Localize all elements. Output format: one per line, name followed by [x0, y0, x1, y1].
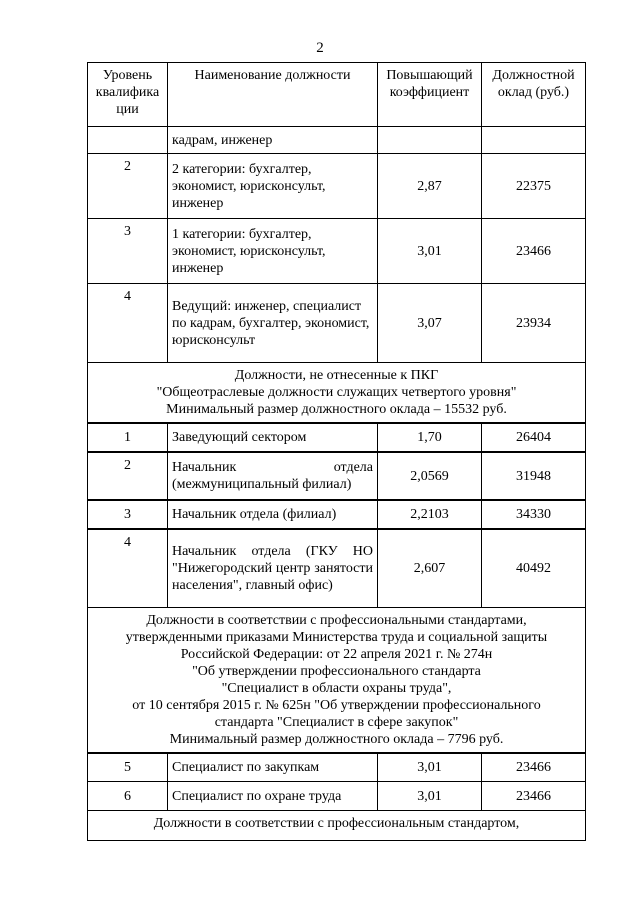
section-line: "Об утверждении профессионального стандарта	[192, 663, 481, 679]
cell-salary: 23466	[482, 782, 586, 811]
cell-level: 2	[88, 452, 168, 500]
cell-salary: 23934	[482, 284, 586, 363]
cell-position-name: Специалист по закупкам	[168, 753, 378, 782]
cell-position-name: Специалист по охране труда	[168, 782, 378, 811]
section-line: Должности, не отнесенные к ПКГ	[234, 368, 439, 383]
cell-level: 6	[88, 782, 168, 811]
cell-level: 4	[88, 529, 168, 607]
cell-coefficient: 1,70	[378, 423, 482, 452]
cell-salary: 26404	[482, 423, 586, 452]
section-header-prof-standards	[88, 607, 586, 753]
cell-salary: 40492	[482, 529, 586, 607]
cell-coefficient: 2,0569	[378, 452, 482, 500]
table-row	[88, 500, 586, 529]
cell-level: 3	[88, 219, 168, 284]
cell-level: 3	[88, 500, 168, 529]
cell-salary: 23466	[482, 219, 586, 284]
table-row	[88, 529, 586, 607]
section-header-prof-standard	[88, 811, 586, 841]
cell-coefficient: 3,01	[378, 753, 482, 782]
cell-coefficient: 3,01	[378, 219, 482, 284]
cell-position-name: Начальник отдела (межмуниципальный филиал)	[168, 452, 378, 500]
cell-salary: 23466	[482, 753, 586, 782]
cell-coefficient: 3,07	[378, 284, 482, 363]
section-line: Должности в соответствии с профессиональными стандартами,	[146, 612, 527, 628]
cell-position-name: 2 категории: бухгалтер, экономист, юрисконсульт, инженер	[168, 154, 378, 219]
cell-position-name: Начальник отдела (филиал)	[168, 500, 378, 529]
section-header-row	[88, 811, 586, 841]
cell-position-name: Ведущий: инженер, специалист по кадрам, бухгалтер, экономист, юрисконсульт	[168, 284, 378, 363]
section-line: "Специалист в области охраны труда",	[221, 680, 452, 696]
cell-salary: 22375	[482, 154, 586, 219]
section-line: "Общеотраслевые должности служащих четвертого уровня"	[156, 385, 517, 400]
cell-level: 4	[88, 284, 168, 363]
table-row	[88, 127, 586, 154]
cell-level: 1	[88, 423, 168, 452]
section-line: Минимальный размер должностного оклада – 7796 руб.	[169, 731, 504, 747]
section-line: Минимальный размер должностного оклада – 15532 руб.	[166, 402, 507, 417]
page-number: 2	[316, 40, 324, 56]
section-line: от 10 сентября 2015 г. № 625н "Об утверждении профессионального	[132, 697, 541, 713]
cell-coefficient: 3,01	[378, 782, 482, 811]
table-row	[88, 753, 586, 782]
cell-level: 5	[88, 753, 168, 782]
section-line: утвержденными приказами Министерства труда и социальной защиты	[125, 629, 548, 645]
header-level: Уровень квалифика ции	[88, 63, 168, 127]
cell-salary	[482, 127, 586, 154]
header-salary: Должностной оклад (руб.)	[482, 63, 586, 127]
cell-position-name: Начальник отдела (ГКУ НО "Нижегородский центр занятости населения", главный офис)	[168, 529, 378, 607]
table-header-row	[88, 63, 586, 127]
cell-level	[88, 127, 168, 154]
table-row	[88, 423, 586, 452]
cell-coefficient	[378, 127, 482, 154]
section-header-row	[88, 363, 586, 424]
header-position-name: Наименование должности	[168, 63, 378, 127]
cell-coefficient: 2,87	[378, 154, 482, 219]
cell-salary: 31948	[482, 452, 586, 500]
cell-position-name: 1 категории: бухгалтер, экономист, юрисконсульт, инженер	[168, 219, 378, 284]
section-header-row	[88, 607, 586, 753]
cell-coefficient: 2,2103	[378, 500, 482, 529]
section-line: стандарта "Специалист в сфере закупок"	[214, 714, 459, 730]
section-header-pkg	[88, 363, 586, 424]
header-coefficient: Повышающий коэффициент	[378, 63, 482, 127]
table-row	[88, 452, 586, 500]
table-row	[88, 154, 586, 219]
cell-level: 2	[88, 154, 168, 219]
table-row	[88, 284, 586, 363]
cell-salary: 34330	[482, 500, 586, 529]
table-row	[88, 782, 586, 811]
cell-coefficient: 2,607	[378, 529, 482, 607]
section-line: Российской Федерации: от 22 апреля 2021 г. № 274н	[180, 646, 493, 662]
section-line: Должности в соответствии с профессиональным стандартом,	[153, 816, 520, 831]
table-row	[88, 219, 586, 284]
cell-position-name: Заведующий сектором	[168, 423, 378, 452]
salary-table	[87, 62, 586, 841]
cell-position-name: кадрам, инженер	[168, 127, 378, 154]
